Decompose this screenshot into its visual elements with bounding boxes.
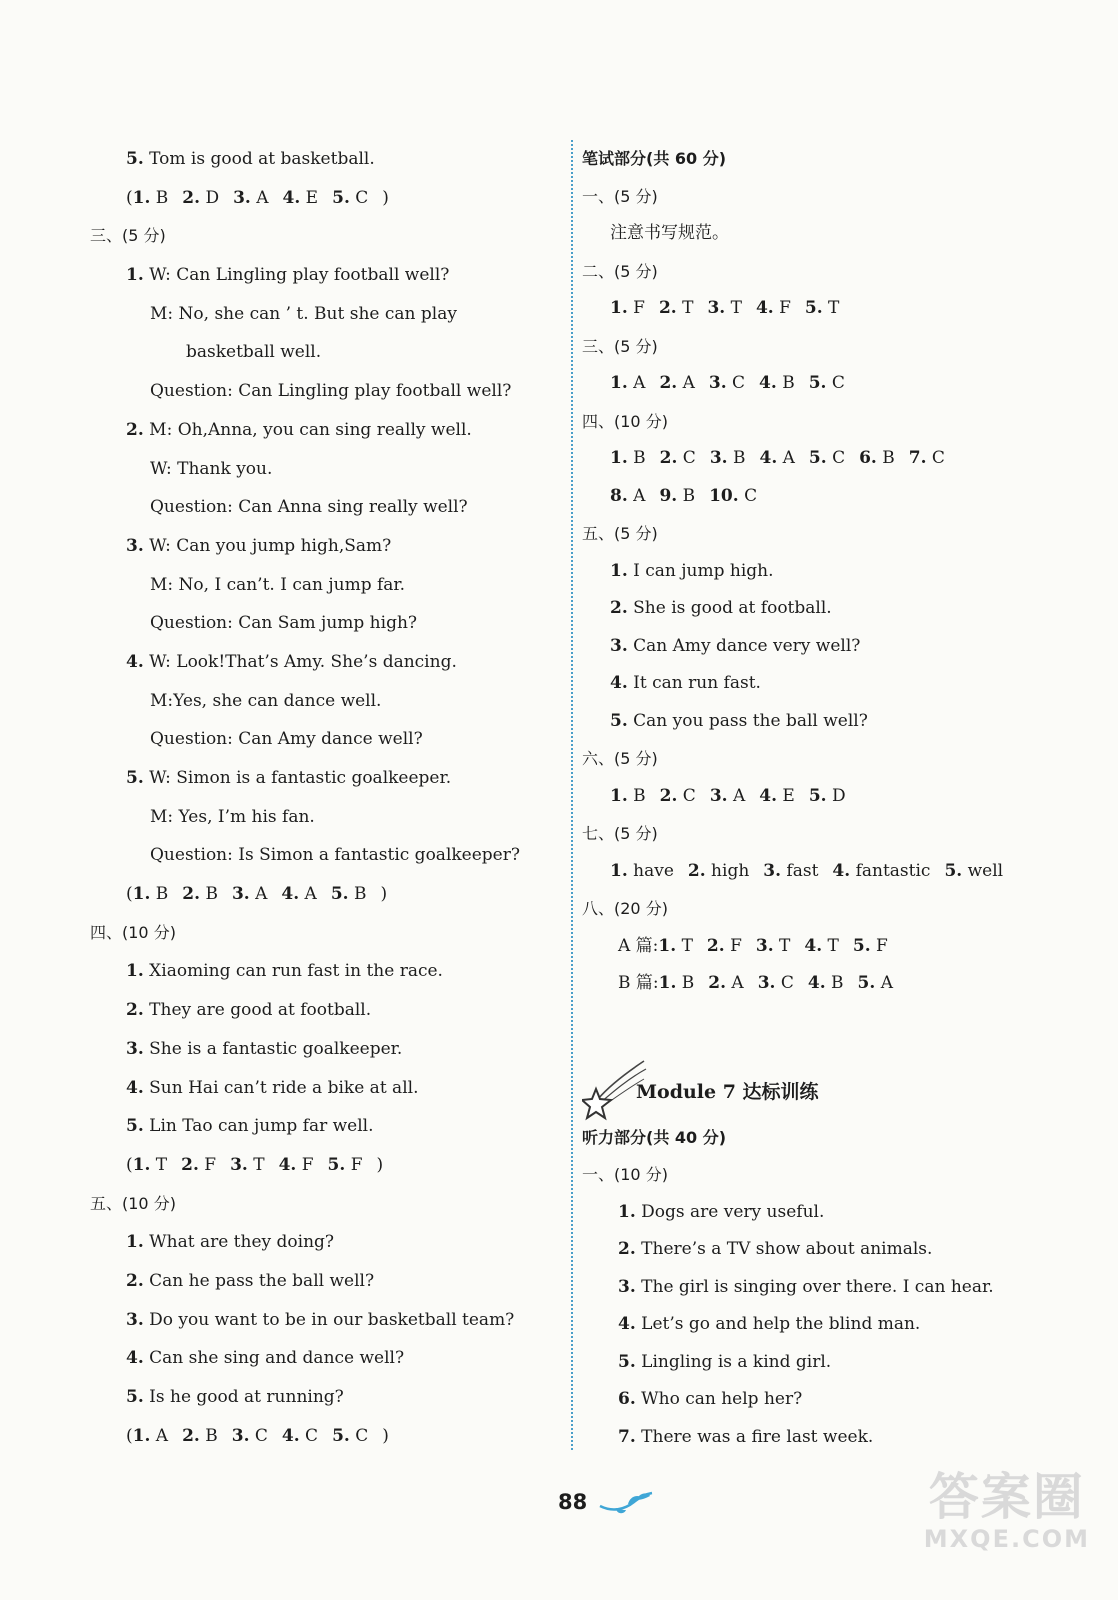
item-text: Let’s go and help the blind man. <box>641 1314 921 1334</box>
item-text: M: No, she can ’ t. But she can play <box>150 303 457 324</box>
answer-item: 5. B <box>330 884 367 905</box>
answer-item: 5. F <box>327 1154 363 1175</box>
watermark-line2: MXQE.COM <box>923 1525 1090 1553</box>
answer-line <box>90 372 550 411</box>
section-heading: 七、(5 分) <box>582 824 658 843</box>
item-number: 7. <box>618 1426 636 1447</box>
answer-line <box>90 1339 550 1378</box>
item-text: M: Oh,Anna, you can sing really well. <box>149 419 472 440</box>
answer-item: 7. C <box>908 448 945 468</box>
item-text: Question: Can Amy dance well? <box>150 729 423 750</box>
item-number: 1. <box>126 265 144 286</box>
answer-line <box>90 1223 550 1262</box>
item-number: 1. <box>126 961 144 982</box>
module-title-text: Module 7 达标训练 <box>636 1080 819 1103</box>
item-text: M: Yes, I’m his fan. <box>150 806 315 827</box>
item-text: Question: Can Anna sing really well? <box>150 497 468 518</box>
answer-item: 3. C <box>708 373 746 393</box>
answer-item: 1. T <box>132 1154 168 1175</box>
answer-key-line <box>90 179 550 218</box>
answer-item: 3. A <box>709 785 746 806</box>
answer-item: 6. B <box>859 448 895 468</box>
paren-close: ) <box>382 187 389 208</box>
answer-item: 1. T <box>658 935 693 956</box>
answer-item: 5. well <box>944 860 1004 881</box>
answer-item: 2. C <box>659 785 696 806</box>
item-text: Lin Tao can jump far well. <box>149 1116 374 1137</box>
answer-item: 1. A <box>132 1425 169 1446</box>
watermark <box>924 1468 1090 1552</box>
answer-item: 5. C <box>808 448 846 468</box>
answer-line <box>90 682 550 721</box>
answer-line <box>90 1030 550 1069</box>
item-number: 5. <box>618 1351 636 1372</box>
answer-item: 5. C <box>332 1425 369 1446</box>
answer-line <box>582 553 1062 591</box>
answer-line <box>90 566 550 605</box>
answer-item: 3. A <box>231 884 268 905</box>
item-text: M: No, I can’t. I can jump far. <box>150 574 406 595</box>
module-title <box>582 1065 1062 1119</box>
answer-line <box>90 1107 550 1146</box>
answer-line <box>90 295 550 334</box>
item-number: 4. <box>126 651 144 672</box>
shooting-star-icon <box>582 1055 648 1121</box>
answer-key-line <box>582 290 1062 328</box>
answer-item: 1. A <box>610 373 646 393</box>
answer-item: 5. C <box>332 187 369 208</box>
item-number: 2. <box>610 598 628 618</box>
answer-item: 10. C <box>709 485 758 506</box>
answer-item: 1. B <box>132 884 169 905</box>
answer-item: 4. F <box>278 1154 314 1175</box>
answer-key-line <box>582 853 1062 891</box>
answer-item: 5. T <box>804 298 840 318</box>
answer-item: 1. B <box>610 448 646 468</box>
paren-open: ( <box>126 1425 133 1446</box>
item-number: 1. <box>618 1201 636 1222</box>
item-number: 2. <box>126 419 144 440</box>
item-text: basketball well. <box>186 342 322 363</box>
section-heading: 二、(5 分) <box>582 261 658 281</box>
item-number: 5. <box>610 710 628 731</box>
answer-line <box>90 411 550 450</box>
answer-item: 2. C <box>659 448 696 468</box>
paren-open: ( <box>126 1154 133 1175</box>
answer-line <box>90 1301 550 1340</box>
answer-key-line <box>582 928 1062 966</box>
page-number: 88 <box>558 1490 588 1514</box>
part-heading: 听力部分(共 40 分) <box>582 1127 727 1147</box>
answer-key-line <box>582 365 1062 403</box>
answer-item: 2. F <box>706 935 742 956</box>
answer-line <box>582 1269 1062 1307</box>
answer-item: 3. T <box>230 1154 265 1175</box>
answer-item: 5. D <box>808 785 846 806</box>
answer-item: 4. fantastic <box>832 860 931 881</box>
answer-line <box>90 836 550 875</box>
answer-item: 4. E <box>282 187 319 208</box>
answer-item: 5. A <box>857 973 893 993</box>
item-text: Can Amy dance very well? <box>633 635 861 656</box>
answer-line <box>90 450 550 489</box>
answer-item: 3. B <box>709 448 746 468</box>
answer-item: 2. T <box>658 298 694 318</box>
item-text: W: Can you jump high,Sam? <box>149 535 392 556</box>
item-text: Do you want to be in our basketball team? <box>149 1309 515 1330</box>
item-text: I can jump high. <box>633 560 774 581</box>
answer-line <box>90 720 550 759</box>
paren-open: ( <box>126 187 133 208</box>
answer-item: 3. T <box>707 298 742 318</box>
item-text: M:Yes, she can dance well. <box>150 690 382 711</box>
item-text: She is good at football. <box>633 598 832 618</box>
answer-item: 2. D <box>182 187 220 208</box>
answer-item: 2. B <box>182 884 218 905</box>
answer-line <box>90 488 550 527</box>
item-text: Question: Is Simon a fantastic goalkeeper? <box>150 845 520 866</box>
answer-line <box>582 1344 1062 1382</box>
item-number: 1. <box>610 560 628 581</box>
answer-key-line <box>582 440 1062 478</box>
answer-line <box>582 590 1062 628</box>
item-text: What are they doing? <box>149 1232 335 1253</box>
answer-line <box>582 1419 1062 1457</box>
item-number: 2. <box>126 1270 144 1291</box>
answer-item: 3. C <box>757 973 794 993</box>
answer-item: 3. A <box>233 187 269 208</box>
answer-item: 9. B <box>659 485 696 506</box>
item-text: Lingling is a kind girl. <box>641 1351 832 1372</box>
item-number: 4. <box>610 673 628 693</box>
watermark-line1: 答案圈 <box>928 1468 1085 1526</box>
item-text: There’s a TV show about animals. <box>641 1239 933 1259</box>
item-text: 注意书写规范。 <box>610 223 729 243</box>
answer-item: 3. C <box>231 1425 268 1446</box>
item-number: 4. <box>126 1348 144 1369</box>
item-number: 3. <box>126 1309 144 1330</box>
answer-item: 4. A <box>759 448 795 468</box>
item-text: Can she sing and dance well? <box>149 1348 405 1369</box>
answer-line <box>582 665 1062 703</box>
item-number: 3. <box>610 635 628 656</box>
right-column <box>582 140 1062 1456</box>
answer-prefix: B 篇: <box>618 973 659 993</box>
answer-line <box>582 1231 1062 1269</box>
answer-item: 1. B <box>610 785 646 806</box>
leaf-ornament-icon <box>598 1488 654 1516</box>
item-number: 2. <box>126 1000 144 1021</box>
answer-item: 8. A <box>610 485 646 506</box>
answer-item: 5. F <box>852 935 888 956</box>
column-divider <box>571 140 573 1450</box>
answer-line <box>90 759 550 798</box>
part-heading: 笔试部分(共 60 分) <box>582 149 727 168</box>
item-text: Who can help her? <box>641 1389 803 1409</box>
answer-item: 5. C <box>808 373 845 393</box>
answer-key-line <box>582 778 1062 816</box>
section-heading: 五、(5 分) <box>582 524 658 543</box>
answer-line <box>582 703 1062 741</box>
item-number: 5. <box>126 1116 144 1137</box>
answer-line <box>582 628 1062 666</box>
section-heading: 四、(10 分) <box>90 922 176 942</box>
answer-key-line <box>582 478 1062 516</box>
answer-line <box>90 140 550 179</box>
item-text: W: Look!That’s Amy. She’s dancing. <box>149 651 457 672</box>
section-heading: 三、(5 分) <box>90 226 166 246</box>
left-column <box>90 140 550 1455</box>
item-text: The girl is singing over there. I can hear. <box>641 1276 994 1297</box>
answer-line <box>90 604 550 643</box>
item-text: W: Thank you. <box>150 458 273 479</box>
answer-line <box>90 333 550 372</box>
answer-line <box>582 215 1062 253</box>
item-text: She is a fantastic goalkeeper. <box>149 1038 403 1059</box>
answer-item: 3. fast <box>763 860 819 881</box>
item-text: W: Simon is a fantastic goalkeeper. <box>149 768 452 788</box>
answer-key-line <box>90 1146 550 1185</box>
answer-line <box>90 527 550 566</box>
answer-item: 1. B <box>658 973 695 993</box>
paren-close: ) <box>380 884 388 905</box>
item-number: 4. <box>126 1077 144 1098</box>
item-text: Question: Can Lingling play football well? <box>150 381 512 402</box>
answer-item: 4. B <box>759 373 795 393</box>
answer-item: 2. B <box>182 1425 218 1446</box>
paren-close: ) <box>376 1154 384 1175</box>
answer-key-line <box>90 1417 550 1456</box>
item-text: They are good at football. <box>149 1000 372 1021</box>
item-text: It can run fast. <box>633 673 761 693</box>
item-number: 6. <box>618 1389 636 1409</box>
section-heading: 一、(5 分) <box>582 186 658 206</box>
item-number: 1. <box>126 1232 144 1253</box>
answer-line <box>90 991 550 1030</box>
section-heading: 三、(5 分) <box>582 336 658 356</box>
paren-close: ) <box>382 1425 389 1446</box>
answer-item: 1. have <box>610 860 674 881</box>
section-heading: 一、(10 分) <box>582 1165 668 1184</box>
answer-line <box>90 1262 550 1301</box>
item-number: 3. <box>126 535 144 556</box>
section-heading: 五、(10 分) <box>90 1193 176 1213</box>
answer-line <box>582 1194 1062 1232</box>
answer-item: 2. F <box>181 1154 217 1175</box>
answer-item: 4. T <box>804 935 839 956</box>
answer-item: 2. high <box>687 860 750 881</box>
item-text: Can he pass the ball well? <box>149 1270 375 1291</box>
section-heading: 八、(20 分) <box>582 899 668 918</box>
answer-line <box>90 643 550 682</box>
item-number: 3. <box>126 1038 144 1059</box>
item-text: Is he good at running? <box>149 1387 344 1407</box>
item-text: Sun Hai can’t ride a bike at all. <box>149 1077 419 1098</box>
item-text: W: Can Lingling play football well? <box>149 265 450 286</box>
item-text: Can you pass the ball well? <box>633 710 868 731</box>
answer-line <box>90 952 550 991</box>
item-number: 3. <box>618 1276 636 1297</box>
answer-item: 4. B <box>807 973 844 993</box>
answer-line <box>90 256 550 295</box>
section-heading: 四、(10 分) <box>582 411 668 431</box>
item-text: Tom is good at basketball. <box>149 149 375 169</box>
item-number: 5. <box>126 149 144 169</box>
section-heading: 六、(5 分) <box>582 749 658 768</box>
answer-line <box>90 1069 550 1108</box>
answer-item: 4. F <box>755 298 791 318</box>
answer-item: 2. A <box>659 373 695 393</box>
answer-item: 4. A <box>281 884 317 905</box>
answer-item: 3. T <box>755 935 791 956</box>
item-text: There was a fire last week. <box>641 1426 874 1447</box>
section-gap <box>582 1003 1062 1065</box>
item-text: Dogs are very useful. <box>641 1201 825 1222</box>
answer-item: 4. C <box>281 1425 319 1446</box>
item-number: 2. <box>618 1239 636 1259</box>
paren-open: ( <box>126 884 133 905</box>
answer-item: 4. E <box>759 785 795 806</box>
answer-item: 2. A <box>708 973 744 993</box>
item-text: Xiaoming can run fast in the race. <box>149 961 443 982</box>
item-text: Question: Can Sam jump high? <box>150 613 418 634</box>
answer-item: 1. F <box>610 298 645 318</box>
answer-key-line <box>582 965 1062 1003</box>
answer-line <box>582 1381 1062 1419</box>
answer-line <box>90 1378 550 1417</box>
answer-line <box>90 798 550 837</box>
item-number: 5. <box>126 1387 144 1407</box>
answer-prefix: A 篇: <box>618 935 659 956</box>
answer-line <box>582 1306 1062 1344</box>
item-number: 4. <box>618 1314 636 1334</box>
item-number: 5. <box>126 768 144 788</box>
answer-item: 1. B <box>132 187 169 208</box>
answer-key-line <box>90 875 550 914</box>
